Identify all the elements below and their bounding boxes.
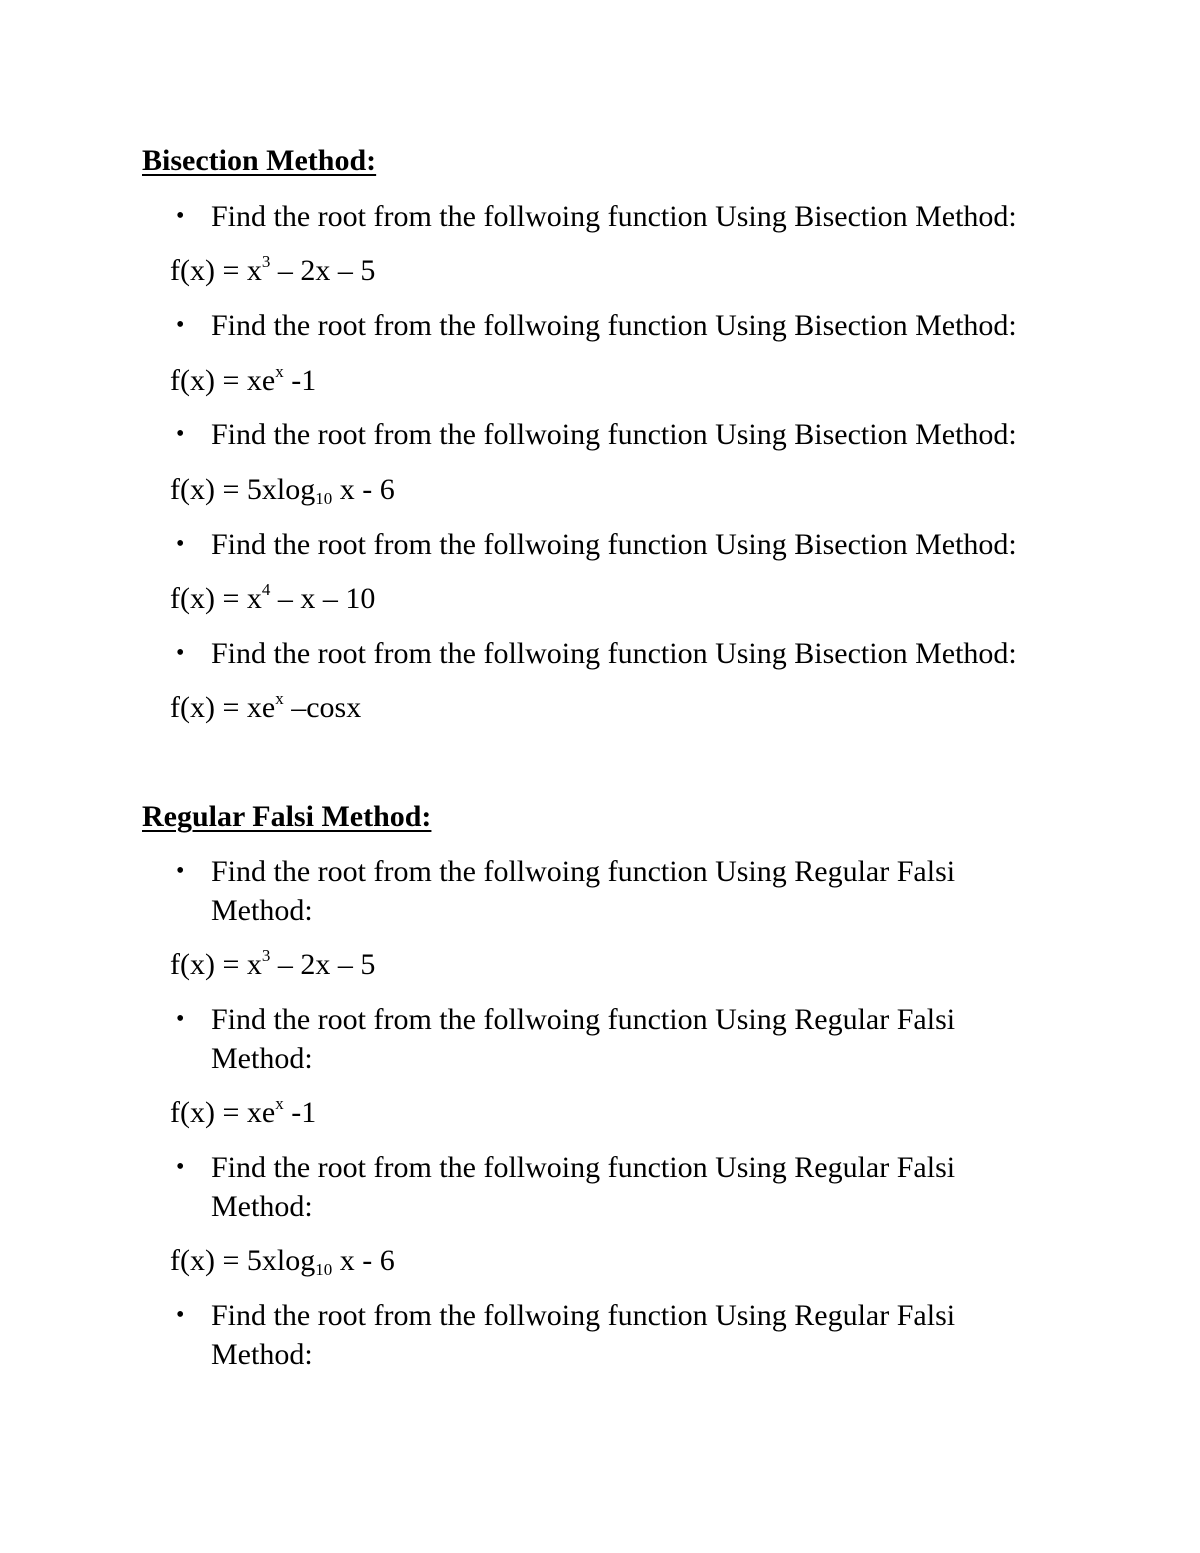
formula: $f(x) = xe^x$ -1 [170,362,317,397]
bullet-icon: • [176,640,185,666]
bullet-icon: • [176,1302,185,1328]
question-text: Find the root from the follwoing function Using Regular Falsi Method: [211,855,956,927]
bullet-icon: • [176,203,185,229]
question-text: Find the root from the follwoing function Using Bisection Method: [211,528,1017,561]
question-text: Find the root from the follwoing function Using Bisection Method: [211,418,1017,451]
formula: $f(x) = xe^x$ -1 [170,1094,317,1129]
question-text: Find the root from the follwoing function Using Bisection Method: [211,309,1017,342]
section-heading-bisection: Bisection Method: [142,144,377,177]
question-text: Find the root from the follwoing function Using Regular Falsi Method: [211,1003,956,1075]
question-text: Find the root from the follwoing function Using Regular Falsi Method: [211,1299,956,1371]
bullet-icon: • [176,421,185,447]
question-text: Find the root from the follwoing function Using Regular Falsi Method: [211,1151,956,1223]
question-text: Find the root from the follwoing function Using Bisection Method: [211,637,1017,670]
formula: $f(x) = x^3 - 2x - 5$ [170,946,376,981]
bullet-icon: • [176,1154,185,1180]
formula: f(x) = 5xlog$_{10}$ x - 6 [170,1244,395,1279]
bullet-icon: • [176,312,185,338]
bullet-icon: • [176,858,185,884]
formula: $f(x) = x^4 - x - 10$ [170,580,376,615]
formula: $f(x) = x^3 - 2x - 5$ [170,252,376,287]
bullet-icon: • [176,531,185,557]
formula: $f(x) = xe^x$ –cosx [170,689,362,724]
section-heading-regula-falsi: Regular Falsi Method: [142,800,432,833]
bullet-icon: • [176,1006,185,1032]
question-text: Find the root from the follwoing function Using Bisection Method: [211,200,1017,233]
formula: f(x) = 5xlog$_{10}$ x - 6 [170,473,395,508]
